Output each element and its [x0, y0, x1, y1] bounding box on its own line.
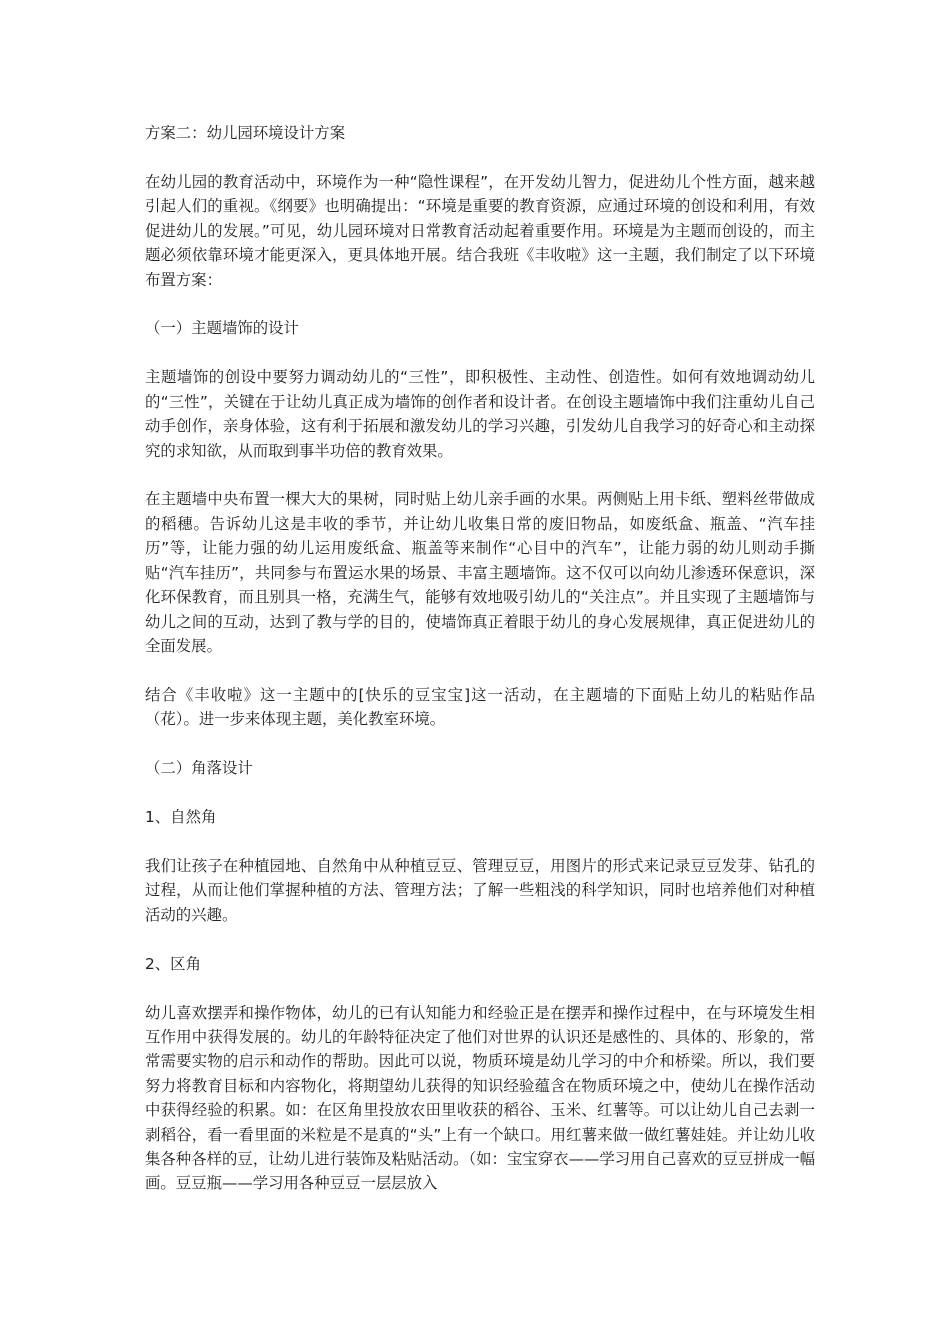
paragraph-area-corner: 幼儿喜欢摆弄和操作物体，幼儿的已有认知能力和经验正是在摆弄和操作过程中，在与环境发生相互作用中获得发展的。幼儿的年龄特征决定了他们对世界的认识还是感性的、具体的、形象的，常常需要实物的启示和动作的帮助。因此可以说，物质环境是幼儿学习的中介和桥梁。所以，我们要努力将教育目标和内容物化，将期望幼儿获得的知识经验蕴含在物质环境之中，使幼儿在操作活动中获得经验的积累。如：在区角里投放农田里收获的稻谷、玉米、红薯等。可以让幼儿自己去剥一剥稻谷，看一看里面的米粒是不是真的“头”上有一个缺口。用红薯来做一做红薯娃娃。并让幼儿收集各种各样的豆，让幼儿进行装饰及粘贴活动。（如：宝宝穿衣——学习用自己喜欢的豆豆拼成一幅画。豆豆瓶——学习用各种豆豆一层层放入 [145, 1003, 815, 1193]
document-body [145, 121, 815, 1220]
paragraph-wall-design-layout: 在主题墙中央布置一棵大大的果树，同时贴上幼儿亲手画的水果。两侧贴上用卡纸、塑料丝带做成的稻穗。告诉幼儿这是丰收的季节，并让幼儿收集日常的废旧物品，如废纸盒、瓶盖、“汽车挂历”等，让能力强的幼儿运用废纸盒、瓶盖等来制作“心目中的汽车”，让能力弱的幼儿则动手撕贴“汽车挂历”，共同参与布置运水果的场景、丰富主题墙饰。这不仅可以向幼儿渗透环保意识，深化环保教育，而且别具一格，充满生气，能够有效地吸引幼儿的“关注点”。并且实现了主题墙饰与幼儿之间的互动，达到了教与学的目的，使墙饰真正着眼于幼儿的身心发展规律，真正促进幼儿的全面发展。 [145, 490, 815, 655]
subheading-area-corner: 2、区角 [145, 954, 201, 973]
paragraph-wall-design-bean-activity: 结合《丰收啦》这一主题中的[快乐的豆宝宝]这一活动，在主题墙的下面贴上幼儿的粘贴作品（花）。进一步来体现主题，美化教室环境。 [145, 685, 815, 729]
section-heading-corner-design: （二）角落设计 [145, 759, 253, 778]
paragraph-intro: 在幼儿园的教育活动中，环境作为一种“隐性课程”，在开发幼儿智力，促进幼儿个性方面，越来越引起人们的重视。《纲要》也明确提出：“环境是重要的教育资源，应通过环境的创设和利用，有效促进幼儿的发展。”可见，幼儿园环境对日常教育活动起着重要作用。环境是为主题而创设的，而主题必须依靠环境才能更深入，更具体地开展。结合我班《丰收啦》这一主题，我们制定了以下环境布置方案： [145, 172, 815, 289]
paragraph-wall-design-principle: 主题墙饰的创设中要努力调动幼儿的“三性”，即积极性、主动性、创造性。如何有效地调动幼儿的“三性”，关键在于让幼儿真正成为墙饰的创作者和设计者。在创设主题墙饰中我们注重幼儿自己动手创作，亲身体验，这有利于拓展和激发幼儿的学习兴趣，引发幼儿自我学习的好奇心和主动探究的求知欲，从而取到事半功倍的教育效果。 [145, 368, 815, 460]
paragraph-nature-corner: 我们让孩子在种植园地、自然角中从种植豆豆、管理豆豆，用图片的形式来记录豆豆发芽、钻孔的过程，从而让他们掌握种植的方法、管理方法；了解一些粗浅的科学知识，同时也培养他们对种植活动的兴趣。 [145, 856, 815, 924]
subheading-nature-corner: 1、自然角 [145, 808, 217, 827]
section-heading-wall-design: （一）主题墙饰的设计 [145, 319, 299, 338]
document-title: 方案二：幼儿园环境设计方案 [145, 124, 346, 142]
